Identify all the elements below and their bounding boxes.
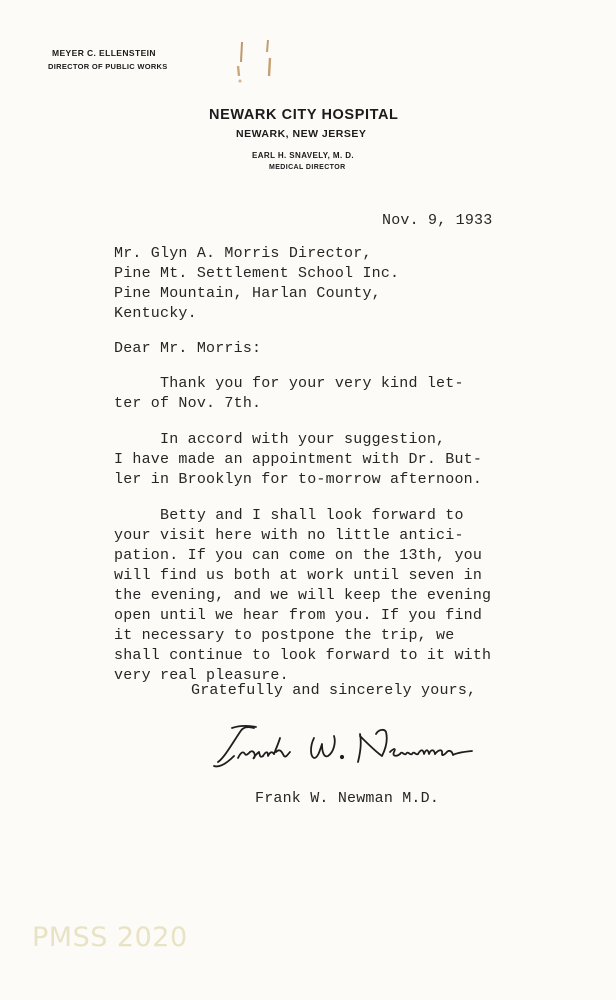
paragraph-line: In accord with your suggestion, [114, 431, 446, 448]
paragraph-line: pation. If you can come on the 13th, you [114, 547, 483, 564]
director-title: DIRECTOR OF PUBLIC WORKS [48, 62, 168, 71]
address-line: Kentucky. [114, 305, 197, 322]
hospital-name: NEWARK CITY HOSPITAL [209, 107, 399, 123]
medical-director-title: MEDICAL DIRECTOR [269, 164, 346, 171]
paragraph-line: your visit here with no little antici- [114, 527, 464, 544]
address-line: Pine Mountain, Harlan County, [114, 285, 381, 302]
paragraph-line: Betty and I shall look forward to [114, 507, 464, 524]
salutation: Dear Mr. Morris: [114, 340, 262, 357]
paper-stain-marks [228, 36, 288, 86]
paragraph-line: it necessary to postpone the trip, we [114, 627, 455, 644]
director-name: MEYER C. ELLENSTEIN [52, 48, 156, 58]
paragraph-line: very real pleasure. [114, 667, 289, 684]
letter-date: Nov. 9, 1933 [382, 212, 493, 229]
handwritten-signature [210, 718, 500, 778]
paragraph-line: I have made an appointment with Dr. But- [114, 451, 483, 468]
hospital-city: NEWARK, NEW JERSEY [236, 128, 367, 140]
medical-director-name: EARL H. SNAVELY, M. D. [252, 151, 355, 160]
paragraph-line: ler in Brooklyn for to-morrow afternoon. [114, 471, 483, 488]
paragraph-line: the evening, and we will keep the evening [114, 587, 492, 604]
address-line: Pine Mt. Settlement School Inc. [114, 265, 400, 282]
closing: Gratefully and sincerely yours, [191, 682, 477, 699]
archive-watermark: PMSS 2020 [32, 922, 188, 953]
address-line: Mr. Glyn A. Morris Director, [114, 245, 372, 262]
paragraph-line: open until we hear from you. If you find [114, 607, 483, 624]
paragraph-line: will find us both at work until seven in [114, 567, 483, 584]
paragraph-line: Thank you for your very kind let- [114, 375, 464, 392]
paragraph-line: ter of Nov. 7th. [114, 395, 262, 412]
typed-signature-name: Frank W. Newman M.D. [255, 790, 440, 807]
paragraph-line: shall continue to look forward to it with [114, 647, 492, 664]
